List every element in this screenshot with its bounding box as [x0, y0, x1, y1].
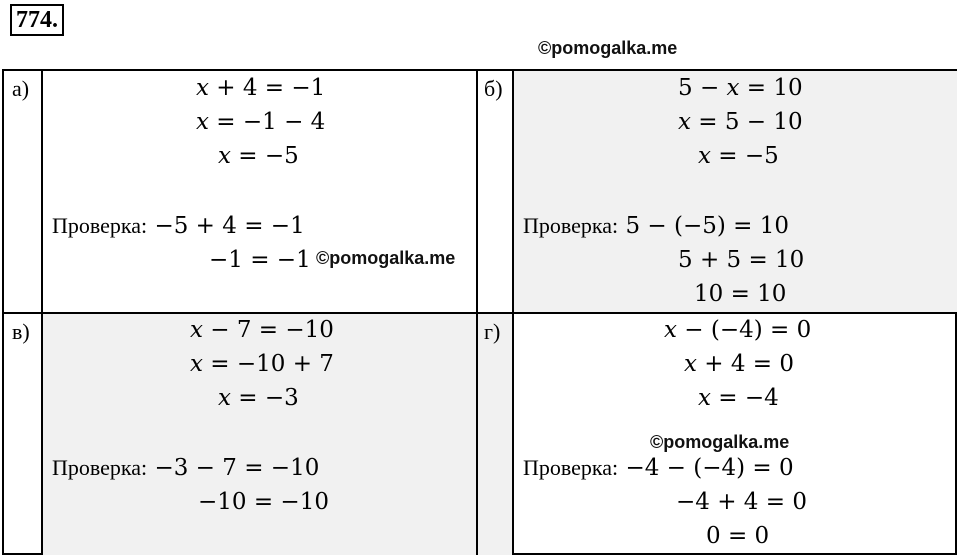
cell-v-step-1: 𝑥 − 7 = −10: [190, 317, 334, 343]
cell-a-label: а): [12, 76, 30, 101]
watermark-top: ©pomogalka.me: [538, 38, 678, 58]
cell-g-step-3: 𝑥 = −4: [698, 385, 779, 411]
cell-a-check-line-1: [52, 209, 305, 243]
cell-a-step-3: 𝑥 = −5: [218, 143, 299, 169]
watermark-cell-a: ©pomogalka.me: [316, 248, 456, 268]
cell-v-check-2: −10 = −10: [198, 489, 329, 515]
watermark-cell-g: ©pomogalka.me: [650, 432, 790, 452]
cell-b-label: б): [484, 76, 503, 101]
cell-b-step-3: 𝑥 = −5: [698, 143, 779, 169]
check-label: Проверка:: [52, 213, 148, 238]
solution-table: [2, 69, 957, 555]
cell-a-check-2: −1 = −1: [209, 247, 311, 273]
cell-g-check-3: 0 = 0: [706, 523, 770, 549]
cell-b-check-2: 5 + 5 = 10: [678, 247, 805, 273]
cell-g-step-2: 𝑥 + 4 = 0: [684, 351, 795, 377]
cell-b-step-2: 𝑥 = 5 − 10: [678, 109, 803, 135]
cell-g-step-1: 𝑥 − (−4) = 0: [664, 317, 812, 343]
cell-a-step-2: 𝑥 = −1 − 4: [196, 109, 326, 135]
cell-v-label: в): [12, 319, 30, 344]
cell-b-step-1: 5 − 𝑥 = 10: [678, 75, 803, 101]
cell-v-check-1: −3 − 7 = −10: [154, 455, 320, 481]
problem-number: 774.: [10, 4, 64, 36]
cell-v-check-line-1: [52, 451, 319, 485]
cell-v-step-3: 𝑥 = −3: [218, 385, 299, 411]
cell-g-check-2: −4 + 4 = 0: [676, 489, 807, 515]
cell-v-step-2: 𝑥 = −10 + 7: [190, 351, 334, 377]
cell-b-check-line-1: [523, 209, 789, 243]
divider: [4, 312, 957, 314]
cell-a-step-1: 𝑥 + 4 = −1: [196, 75, 326, 101]
cell-b-check-3: 10 = 10: [694, 281, 787, 307]
check-label: Проверка:: [52, 455, 148, 480]
cell-a-check-1: −5 + 4 = −1: [154, 213, 305, 239]
cell-g-check-1: −4 − (−4) = 0: [625, 455, 794, 481]
check-label: Проверка:: [523, 213, 619, 238]
cell-g-check-line-1: [523, 451, 794, 485]
cell-g-label: г): [484, 319, 501, 344]
cell-b-check-1: 5 − (−5) = 10: [625, 213, 790, 239]
check-label: Проверка:: [523, 455, 619, 480]
